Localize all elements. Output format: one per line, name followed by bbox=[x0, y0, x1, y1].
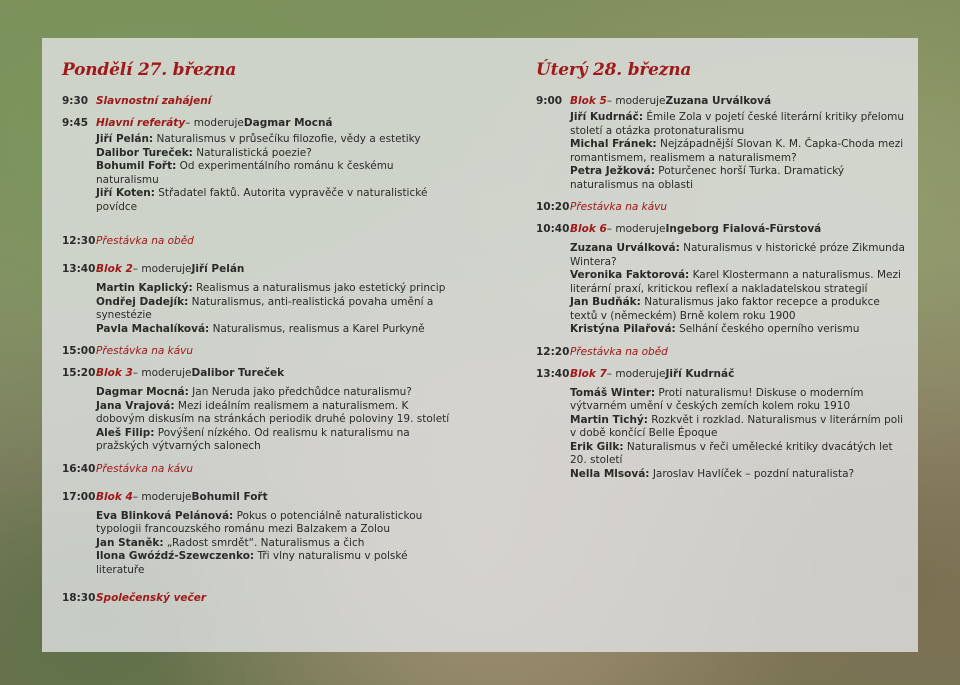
talk-title: Proti naturalismu! Diskuse o moderním výtvarném umění v českých zemích kolem roku 1910 bbox=[570, 386, 864, 412]
moderator-name: Zuzana Urválková bbox=[665, 95, 772, 107]
schedule-slot bbox=[62, 94, 452, 108]
talk-item bbox=[570, 111, 906, 138]
speaker: Jiří Pelán: bbox=[96, 133, 154, 145]
speaker: Tomáš Winter: bbox=[570, 386, 656, 399]
slot-label: Přestávka na kávu bbox=[96, 345, 194, 357]
moderator-prefix: – moderuje bbox=[132, 263, 192, 275]
schedule-slot bbox=[536, 345, 906, 359]
speaker: Dagmar Mocná: bbox=[96, 386, 189, 398]
talk-item bbox=[96, 187, 452, 214]
talk-title: „Radost smrdět“. Naturalismus a čich bbox=[163, 536, 365, 549]
speaker: Martin Tichý: bbox=[570, 413, 648, 426]
talk-title: Nejzápadnější Slovan K. M. Čapka-Choda mezi romantismem, realismem a naturalismem? bbox=[570, 138, 904, 164]
speaker: Jan Staněk: bbox=[96, 536, 164, 549]
slot-time: 16:40 bbox=[62, 462, 96, 475]
schedule-slot bbox=[62, 490, 452, 578]
speaker: Jiří Koten: bbox=[96, 187, 155, 199]
talk-item bbox=[96, 282, 452, 296]
slot-time: 10:20 bbox=[536, 201, 570, 213]
talk-title: Karel Klostermann a naturalismus. Mezi literární praxí, kritickou reflexí a nakladatelskou strategií bbox=[570, 269, 901, 295]
talk-list bbox=[570, 242, 906, 337]
moderator-name: Jiří Kudrnáč bbox=[665, 367, 735, 380]
slot-label: Slavnostní zahájení bbox=[96, 95, 212, 107]
speaker: Eva Blinková Pelánová: bbox=[96, 509, 234, 522]
speaker: Martin Kaplický: bbox=[96, 282, 193, 294]
talk-title: Tři vlny naturalismu v polské literatuře bbox=[96, 550, 408, 576]
talk-item bbox=[570, 165, 906, 192]
talk-item bbox=[96, 323, 452, 337]
talk-item bbox=[570, 242, 906, 269]
talk-title: Od experimentálního románu k českému naturalismu bbox=[96, 160, 394, 186]
moderator-name: Dalibor Tureček bbox=[191, 367, 285, 379]
talk-item bbox=[570, 414, 906, 441]
talk-list bbox=[570, 111, 906, 192]
slot-label: Přestávka na oběd bbox=[570, 345, 668, 358]
slot-time: 13:40 bbox=[536, 367, 570, 380]
talk-title: Povýšení nízkého. Od realismu k naturalismu na pražských výtvarných salonech bbox=[96, 426, 410, 452]
talk-item bbox=[96, 550, 452, 577]
talk-item bbox=[96, 386, 452, 400]
talk-item bbox=[570, 269, 906, 296]
speaker: Jan Budňák: bbox=[570, 296, 641, 308]
tuesday-column bbox=[536, 38, 906, 483]
slot-time: 9:45 bbox=[62, 117, 89, 129]
moderator-prefix: – moderuje bbox=[132, 367, 192, 379]
schedule-slot bbox=[536, 222, 906, 337]
schedule-slot bbox=[62, 234, 452, 248]
talk-title: Naturalismus v řeči umělecké kritiky dvacátých let 20. století bbox=[570, 440, 893, 466]
speaker: Jana Vrajová: bbox=[96, 399, 175, 412]
talk-title: Naturalismus, anti-realistická povaha umění a synestézie bbox=[96, 295, 434, 321]
speaker: Nella Mlsová: bbox=[570, 467, 650, 480]
talk-item bbox=[570, 323, 906, 337]
speaker: Dalibor Tureček: bbox=[96, 146, 193, 159]
talk-title: Jaroslav Havlíček – pozdní naturalista? bbox=[649, 467, 855, 480]
schedule-slot bbox=[536, 367, 906, 482]
slot-time: 17:00 bbox=[62, 490, 96, 503]
slot-time: 15:00 bbox=[62, 345, 96, 357]
slot-label: Přestávka na oběd bbox=[96, 235, 194, 247]
slot-label: Hlavní referáty bbox=[96, 117, 186, 129]
talk-list bbox=[570, 387, 906, 482]
talk-item bbox=[96, 296, 452, 323]
talk-item bbox=[96, 160, 452, 187]
monday-column bbox=[62, 38, 452, 607]
schedule-slot bbox=[62, 344, 452, 358]
moderator-name: Dagmar Mocná bbox=[243, 117, 333, 129]
talk-title: Naturalismus, realismus a Karel Purkyně bbox=[209, 322, 425, 335]
slot-label: Přestávka na kávu bbox=[96, 462, 194, 475]
slot-time: 13:40 bbox=[62, 263, 96, 275]
schedule-slot bbox=[62, 462, 452, 476]
talk-title: Střadatel faktů. Autorita vypravěče v naturalistické povídce bbox=[96, 187, 428, 213]
slot-time: 10:40 bbox=[536, 223, 570, 235]
talk-item bbox=[570, 468, 906, 482]
talk-title: Pokus o potenciálně naturalistickou typologii francouzského románu mezi Balzakem a Zolou bbox=[96, 509, 423, 535]
talk-title: Realismus a naturalismus jako estetický princip bbox=[192, 282, 446, 294]
slot-label: Blok 4 bbox=[96, 490, 133, 503]
slot-label: Blok 2 bbox=[96, 263, 133, 275]
slot-time: 12:20 bbox=[536, 345, 570, 358]
speaker: Veronika Faktorová: bbox=[570, 269, 690, 281]
talk-list bbox=[96, 282, 452, 336]
day-title-tuesday: Úterý 28. března bbox=[536, 60, 692, 80]
talk-title: Poturčenec horší Turka. Dramatický naturalismus na oblasti bbox=[570, 165, 845, 191]
talk-list bbox=[96, 133, 452, 214]
moderator-prefix: – moderuje bbox=[606, 367, 666, 380]
slot-label: Přestávka na kávu bbox=[570, 201, 668, 213]
talk-title: Émile Zola v pojetí české literární kritiky přelomu století a otázka protonaturalismu bbox=[570, 111, 905, 137]
moderator-name: Ingeborg Fialová-Fürstová bbox=[665, 223, 822, 235]
speaker: Pavla Machalíková: bbox=[96, 322, 210, 335]
talk-item bbox=[96, 400, 452, 427]
speaker: Michal Fránek: bbox=[570, 138, 657, 150]
slot-time: 9:00 bbox=[536, 95, 563, 107]
schedule-slot bbox=[536, 200, 906, 214]
slot-label: Blok 7 bbox=[570, 367, 607, 380]
moderator-prefix: – moderuje bbox=[132, 490, 192, 503]
moderator-prefix: – moderuje bbox=[606, 95, 666, 107]
schedule-slot bbox=[62, 116, 452, 214]
talk-title: Naturalismus jako faktor recepce a produkce textů v (německém) Brně kolem roku 1900 bbox=[570, 296, 880, 322]
day-title-monday: Pondělí 27. března bbox=[62, 60, 237, 80]
moderator-name: Bohumil Fořt bbox=[191, 490, 268, 503]
slot-label: Blok 6 bbox=[570, 223, 607, 235]
talk-item bbox=[96, 133, 452, 147]
talk-item bbox=[570, 387, 906, 414]
slot-time: 18:30 bbox=[62, 592, 96, 604]
schedule-slot bbox=[62, 262, 452, 336]
slot-label: Společenský večer bbox=[96, 592, 207, 604]
talk-item bbox=[96, 147, 452, 161]
speaker: Ondřej Dadejík: bbox=[96, 295, 189, 308]
speaker: Bohumil Fořt: bbox=[96, 160, 177, 172]
schedule-slot bbox=[536, 94, 906, 192]
talk-title: Naturalismus v historické próze Zikmunda Wintera? bbox=[570, 242, 905, 268]
talk-item bbox=[96, 537, 452, 551]
talk-list bbox=[96, 386, 452, 454]
talk-item bbox=[570, 441, 906, 468]
moderator-prefix: – moderuje bbox=[606, 223, 666, 235]
slot-time: 12:30 bbox=[62, 235, 96, 247]
moderator-name: Jiří Pelán bbox=[191, 263, 245, 275]
talk-item bbox=[570, 296, 906, 323]
talk-list bbox=[96, 510, 452, 578]
talk-item bbox=[570, 138, 906, 165]
speaker: Zuzana Urválková: bbox=[570, 242, 680, 254]
speaker: Jiří Kudrnáč: bbox=[570, 111, 644, 123]
talk-title: Rozkvět i rozklad. Naturalismus v literárním poli v době končící Belle Époque bbox=[570, 413, 904, 439]
slot-time: 9:30 bbox=[62, 95, 89, 107]
talk-title: Mezi ideálním realismem a naturalismem. K dobovým diskusím na stránkách periodik druhé poloviny 19. století bbox=[96, 399, 450, 425]
speaker: Ilona Gwóźdź-Szewczenko: bbox=[96, 550, 255, 562]
talk-item bbox=[96, 427, 452, 454]
slot-time: 15:20 bbox=[62, 367, 96, 379]
program-panel bbox=[42, 38, 918, 652]
slot-label: Blok 3 bbox=[96, 367, 133, 379]
talk-title: Naturalismus v průsečíku filozofie, vědy a estetiky bbox=[153, 133, 421, 145]
speaker: Petra Ježková: bbox=[570, 165, 655, 177]
talk-title: Naturalistická poezie? bbox=[192, 146, 312, 159]
slot-label: Blok 5 bbox=[570, 95, 607, 107]
speaker: Erik Gilk: bbox=[570, 440, 624, 453]
talk-item bbox=[96, 510, 452, 537]
schedule-slot bbox=[62, 591, 452, 605]
moderator-prefix: – moderuje bbox=[185, 117, 244, 129]
schedule-slot bbox=[62, 366, 452, 454]
talk-title: Jan Neruda jako předchůdce naturalismu? bbox=[188, 386, 412, 398]
speaker: Kristýna Pilařová: bbox=[570, 323, 676, 335]
speaker: Aleš Filip: bbox=[96, 426, 155, 439]
talk-title: Selhání českého operního verismu bbox=[675, 323, 860, 335]
